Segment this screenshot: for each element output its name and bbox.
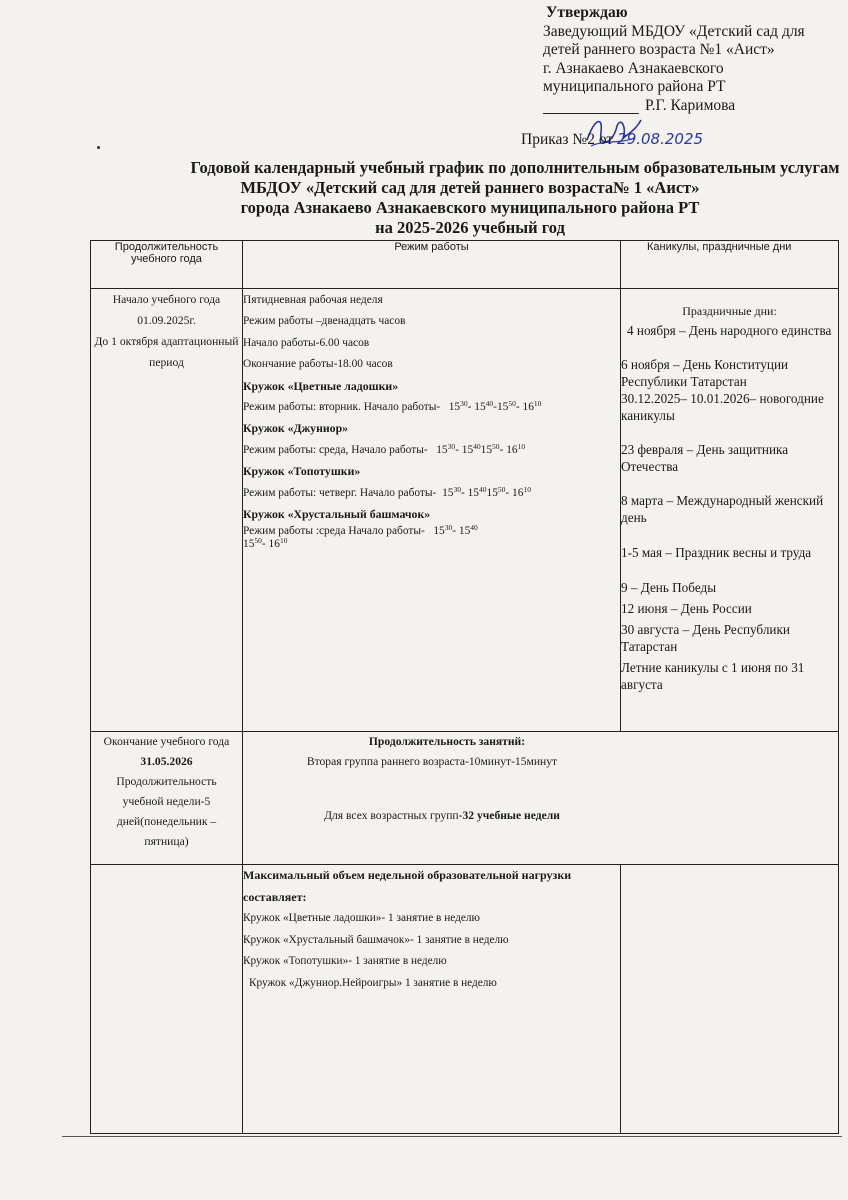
header-duration xyxy=(91,241,243,289)
time: 15 xyxy=(458,525,471,538)
time: 15 xyxy=(474,401,486,414)
schedule-text: Режим работы: вторник. Начало работы- xyxy=(243,401,441,414)
cell-line: учебной недели-5 xyxy=(122,795,211,808)
schedule-text: Режим работы :среда Начало работы- xyxy=(243,525,425,538)
time-sup: 50 xyxy=(497,484,506,494)
time: 16 xyxy=(512,486,524,499)
time-sup: 10 xyxy=(533,399,542,409)
club-title: Кружок «Цветные ладошки» xyxy=(243,378,399,393)
cell-line: 01.09.2025г. xyxy=(137,314,196,327)
header-holidays: Каникулы, праздничные дни xyxy=(621,241,839,289)
time-sup: 30 xyxy=(447,441,456,451)
work-mode-cell xyxy=(243,289,621,732)
cell-line: Начало работы-6.00 часов xyxy=(243,336,370,349)
schedule-text: Режим работы: среда, Начало работы- xyxy=(243,443,428,456)
time-sup: 10 xyxy=(523,484,531,494)
duration-weeks-value: 32 учебные недели xyxy=(462,809,560,822)
time-sep: - xyxy=(505,486,513,499)
time-sup: 30 xyxy=(444,523,453,533)
time-sup: 50 xyxy=(254,536,262,546)
weekly-load-title: Максимальный объем недельной образовательной нагрузки составляет: xyxy=(243,868,572,904)
order-date: 29.08.2025 xyxy=(617,130,704,148)
time: 16 xyxy=(506,443,518,456)
club-schedule xyxy=(243,525,620,551)
approval-block xyxy=(543,4,843,117)
lesson-duration-cell xyxy=(243,732,839,865)
table-row xyxy=(91,289,839,732)
approval-line: Заведующий МБДОУ «Детский сад для xyxy=(543,22,805,40)
holiday-item: 30 августа – День Республики Татарстан xyxy=(621,622,790,654)
club-title: Кружок «Топотушки» xyxy=(243,464,361,479)
holiday-item: 4 ноября – День народного единства xyxy=(627,323,832,338)
year-start-cell xyxy=(91,289,243,732)
club-schedule xyxy=(243,483,620,504)
cell-line: 31.05.2026 xyxy=(140,755,193,768)
weekly-load-item: Кружок «Цветные ладошки»- 1 занятие в неделю xyxy=(243,912,480,924)
time-sep: - xyxy=(261,538,269,551)
time-sep: - xyxy=(460,486,468,499)
duration-title: Продолжительность занятий: xyxy=(368,735,526,748)
header-duration-line: Продолжительность xyxy=(114,241,219,253)
approval-line: муниципального района РТ xyxy=(543,78,726,95)
document-heading xyxy=(100,158,840,238)
time-sup: 10 xyxy=(517,441,526,451)
heading-line-3: города Азнакаево Азнакаевского муниципального района РТ xyxy=(240,198,700,217)
time-sup: 40 xyxy=(470,523,478,533)
approval-line: г. Азнакаево Азнакаевского xyxy=(543,59,724,77)
schedule-text: Режим работы: четверг. Начало работы- xyxy=(243,486,437,499)
time-sup: 50 xyxy=(508,399,516,409)
time-sup: 30 xyxy=(460,399,468,409)
time: 16 xyxy=(268,538,280,551)
time: 15 xyxy=(433,525,445,538)
heading-line-2: МБДОУ «Детский сад для детей раннего возраста№ 1 «Аист» xyxy=(240,178,700,197)
time: 15 xyxy=(486,486,498,499)
lesson-duration-block xyxy=(243,732,621,826)
club-schedule xyxy=(243,440,620,461)
table-row xyxy=(91,732,839,865)
approval-title: Утверждаю xyxy=(546,4,628,21)
weekly-load-item: Кружок «Джуниор.Нейроигры» 1 занятие в неделю xyxy=(249,976,497,989)
time-sup: 30 xyxy=(453,484,461,494)
holiday-item: 23 февраля – День защитника Отечества xyxy=(621,442,789,474)
club-title: Кружок «Джуниор» xyxy=(243,421,349,436)
time-sep: - xyxy=(499,443,507,456)
time-sup: 40 xyxy=(479,484,487,494)
time: 15 xyxy=(461,443,474,456)
time: 15 xyxy=(448,401,461,414)
weekly-load-item: Кружок «Хрустальный башмачок»- 1 занятие в неделю xyxy=(243,933,509,946)
year-end-cell xyxy=(91,732,243,865)
table-row xyxy=(91,865,839,1134)
cell-line: Окончание учебного года xyxy=(103,735,230,748)
cell-line: Окончание работы-18.00 часов xyxy=(243,358,393,371)
empty-cell xyxy=(621,865,839,1134)
header-duration-line: учебного года xyxy=(131,253,202,265)
time-sup: 10 xyxy=(279,536,288,546)
time-sup: 40 xyxy=(473,441,481,451)
stray-dot xyxy=(97,146,100,149)
signer-name: Р.Г. Каримова xyxy=(645,96,736,114)
cell-line: Продолжительность xyxy=(116,775,217,788)
heading-line-1: Годовой календарный учебный график по дополнительным образовательным услугам xyxy=(190,158,840,177)
time-sup: 50 xyxy=(492,441,500,451)
cell-line: Начало учебного года xyxy=(112,293,221,306)
time: 16 xyxy=(522,401,534,414)
time-sep: - xyxy=(515,401,523,414)
holidays-title: Праздничные дни: xyxy=(682,304,777,318)
time: 15 xyxy=(467,486,479,499)
holiday-item: 30.12.2025– 10.01.2026– новогодние каникулы xyxy=(621,391,824,423)
weekly-load-cell xyxy=(243,865,621,1134)
holiday-item: 1-5 мая – Праздник весны и труда xyxy=(621,545,812,560)
cell-line: Пятидневная рабочая неделя xyxy=(243,294,383,306)
time-sup: 40 xyxy=(485,399,494,409)
schedule-table xyxy=(90,240,839,1134)
empty-cell xyxy=(91,865,243,1134)
time-sep: - xyxy=(467,401,475,414)
time: 15 xyxy=(442,486,454,499)
time-sep: - xyxy=(455,443,462,456)
time: 15 xyxy=(436,443,448,456)
time: 15 xyxy=(243,538,255,551)
header-mode: Режим работы xyxy=(243,241,621,289)
table-header-row xyxy=(91,241,839,289)
holiday-item: 12 июня – День России xyxy=(621,601,752,616)
holiday-item: Летние каникулы с 1 июня по 31 августа xyxy=(621,660,805,692)
time-sep: - xyxy=(452,525,459,538)
bottom-rule xyxy=(62,1136,842,1137)
time: 15 xyxy=(496,401,509,414)
weekly-load-item: Кружок «Топотушки»- 1 занятие в неделю xyxy=(243,955,447,967)
order-label: Приказ №2 от xyxy=(521,131,614,148)
time: 15 xyxy=(480,443,493,456)
cell-line: период xyxy=(149,356,184,369)
cell-line: пятница) xyxy=(144,835,189,848)
duration-weeks-text: Для всех возрастных групп- xyxy=(324,809,463,822)
heading-line-4: на 2025-2026 учебный год xyxy=(375,218,565,237)
order-line xyxy=(521,130,703,149)
cell-line: Режим работы –двенадцать часов xyxy=(243,315,406,328)
club-schedule: Режим работы: вторник. Начало работы- $15^{30}-$ $15^{40}-15^{50}-$ $16^{10}$ xyxy=(243,399,542,414)
duration-line: Вторая группа раннего возраста-10минут-15минут xyxy=(306,755,558,768)
duration-weeks xyxy=(243,806,621,826)
cell-line: До 1 октября адаптационный xyxy=(94,335,239,348)
holiday-item: 6 ноября – День Конституции Республики Татарстан xyxy=(621,357,789,389)
holiday-item: 8 марта – Международный женский день xyxy=(621,493,824,525)
approval-line: детей раннего возраста №1 «Аист» xyxy=(543,41,775,58)
holiday-item: 9 – День Победы xyxy=(621,580,717,595)
club-title: Кружок «Хрустальный башмачок» xyxy=(243,507,431,522)
holidays-cell xyxy=(621,289,839,732)
cell-line: дней(понедельник – xyxy=(116,815,217,828)
